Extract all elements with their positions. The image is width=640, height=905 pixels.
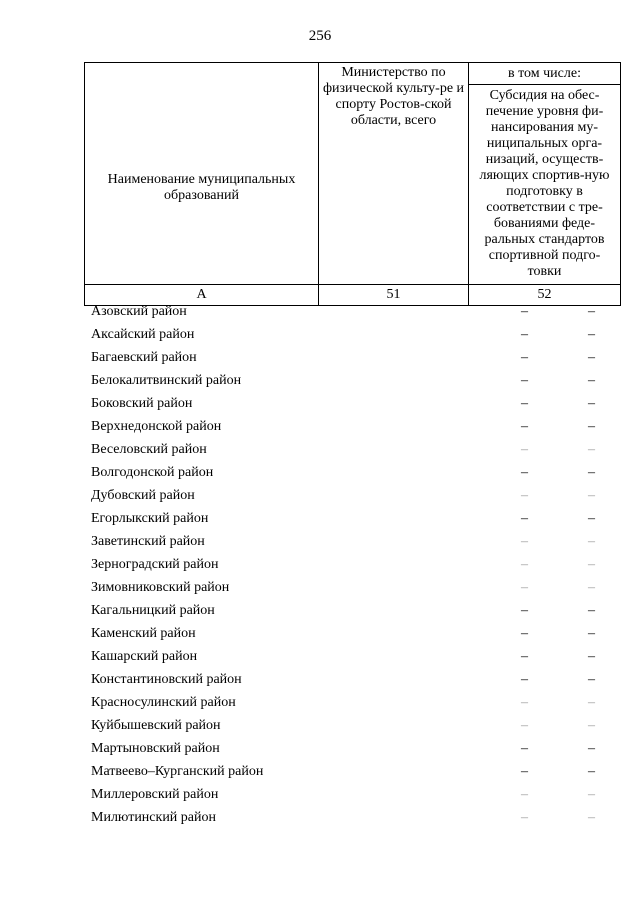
value-subsidy: – — [588, 787, 595, 802]
value-subsidy: – — [588, 304, 595, 319]
value-subsidy: – — [588, 373, 595, 388]
value-subsidy: – — [588, 327, 595, 342]
page-number: 256 — [308, 28, 332, 44]
value-ministry-total: – — [521, 557, 528, 572]
header-number-a: А — [85, 285, 319, 306]
header-number-52: 52 — [469, 285, 621, 306]
municipality-name: Боковский район — [91, 396, 193, 411]
municipality-name: Красносулинский район — [91, 695, 236, 710]
table-row — [84, 511, 601, 534]
value-subsidy: – — [588, 350, 595, 365]
municipality-name: Кашарский район — [91, 649, 198, 664]
municipality-name: Дубовский район — [91, 488, 195, 503]
municipality-name: Миллеровский район — [91, 787, 219, 802]
table-row — [84, 534, 601, 557]
table-row — [84, 557, 601, 580]
municipality-name: Матвеево–Курганский район — [91, 764, 264, 779]
municipality-name: Мартыновский район — [91, 741, 220, 756]
header-subsidy: Субсидия на обес-печение уровня фи-нансирования му-ниципальных орга-низаций, осуществ-ляющих спортив-ную подготовку в соответствии с тре-бованиями феде-ральных стандартов спортивной подго-товки — [469, 85, 621, 285]
value-ministry-total: – — [521, 810, 528, 825]
table-row — [84, 304, 601, 327]
value-subsidy: – — [588, 534, 595, 549]
value-ministry-total: – — [521, 603, 528, 618]
table-row — [84, 764, 601, 787]
municipality-name: Зимовниковский район — [91, 580, 230, 595]
municipality-name: Заветинский район — [91, 534, 205, 549]
value-ministry-total: – — [521, 350, 528, 365]
value-subsidy: – — [588, 718, 595, 733]
value-subsidy: – — [588, 764, 595, 779]
header-including: в том числе: — [469, 63, 621, 85]
table-row — [84, 810, 601, 833]
table-row — [84, 373, 601, 396]
table-row — [84, 626, 601, 649]
value-subsidy: – — [588, 419, 595, 434]
table-header — [84, 62, 621, 306]
value-ministry-total: – — [521, 534, 528, 549]
value-subsidy: – — [588, 580, 595, 595]
municipality-name: Волгодонской район — [91, 465, 214, 480]
table-row — [84, 327, 601, 350]
value-subsidy: – — [588, 810, 595, 825]
value-ministry-total: – — [521, 304, 528, 319]
value-subsidy: – — [588, 557, 595, 572]
table-body — [84, 304, 601, 833]
value-subsidy: – — [588, 672, 595, 687]
value-ministry-total: – — [521, 695, 528, 710]
header-ministry-total: Министерство по физической культу-ре и спорту Ростов-ской области, всего — [319, 63, 469, 285]
value-ministry-total: – — [521, 649, 528, 664]
value-ministry-total: – — [521, 718, 528, 733]
value-subsidy: – — [588, 396, 595, 411]
table-row — [84, 603, 601, 626]
table-row — [84, 465, 601, 488]
table-row — [84, 442, 601, 465]
municipality-name: Куйбышевский район — [91, 718, 221, 733]
municipality-name: Азовский район — [91, 304, 187, 319]
table-row — [84, 649, 601, 672]
municipality-name: Константиновский район — [91, 672, 242, 687]
value-subsidy: – — [588, 695, 595, 710]
municipality-name: Белокалитвинский район — [91, 373, 242, 388]
value-ministry-total: – — [521, 373, 528, 388]
value-ministry-total: – — [521, 396, 528, 411]
value-subsidy: – — [588, 626, 595, 641]
table-row — [84, 718, 601, 741]
value-ministry-total: – — [521, 442, 528, 457]
municipality-name: Веселовский район — [91, 442, 207, 457]
table-row — [84, 695, 601, 718]
municipality-name: Каменский район — [91, 626, 196, 641]
table-row — [84, 787, 601, 810]
table-row — [84, 741, 601, 764]
municipality-name: Багаевский район — [91, 350, 197, 365]
header-number-51: 51 — [319, 285, 469, 306]
municipality-name: Аксайский район — [91, 327, 195, 342]
value-ministry-total: – — [521, 327, 528, 342]
table-row — [84, 672, 601, 695]
value-subsidy: – — [588, 442, 595, 457]
value-subsidy: – — [588, 741, 595, 756]
value-ministry-total: – — [521, 626, 528, 641]
value-ministry-total: – — [521, 465, 528, 480]
value-ministry-total: – — [521, 672, 528, 687]
value-ministry-total: – — [521, 580, 528, 595]
municipality-name: Егорлыкский район — [91, 511, 209, 526]
table-row — [84, 396, 601, 419]
value-ministry-total: – — [521, 511, 528, 526]
municipality-name: Зерноградский район — [91, 557, 219, 572]
value-subsidy: – — [588, 649, 595, 664]
table-row — [84, 488, 601, 511]
value-subsidy: – — [588, 603, 595, 618]
table-row — [84, 419, 601, 442]
value-subsidy: – — [588, 511, 595, 526]
value-ministry-total: – — [521, 787, 528, 802]
municipality-name: Милютинский район — [91, 810, 217, 825]
header-municipality-name: Наименование муниципальных образований — [85, 63, 319, 285]
municipality-name: Верхнедонской район — [91, 419, 222, 434]
value-ministry-total: – — [521, 488, 528, 503]
value-ministry-total: – — [521, 741, 528, 756]
value-ministry-total: – — [521, 764, 528, 779]
value-ministry-total: – — [521, 419, 528, 434]
value-subsidy: – — [588, 465, 595, 480]
table-row — [84, 350, 601, 373]
value-subsidy: – — [588, 488, 595, 503]
municipality-name: Кагальницкий район — [91, 603, 215, 618]
table-row — [84, 580, 601, 603]
